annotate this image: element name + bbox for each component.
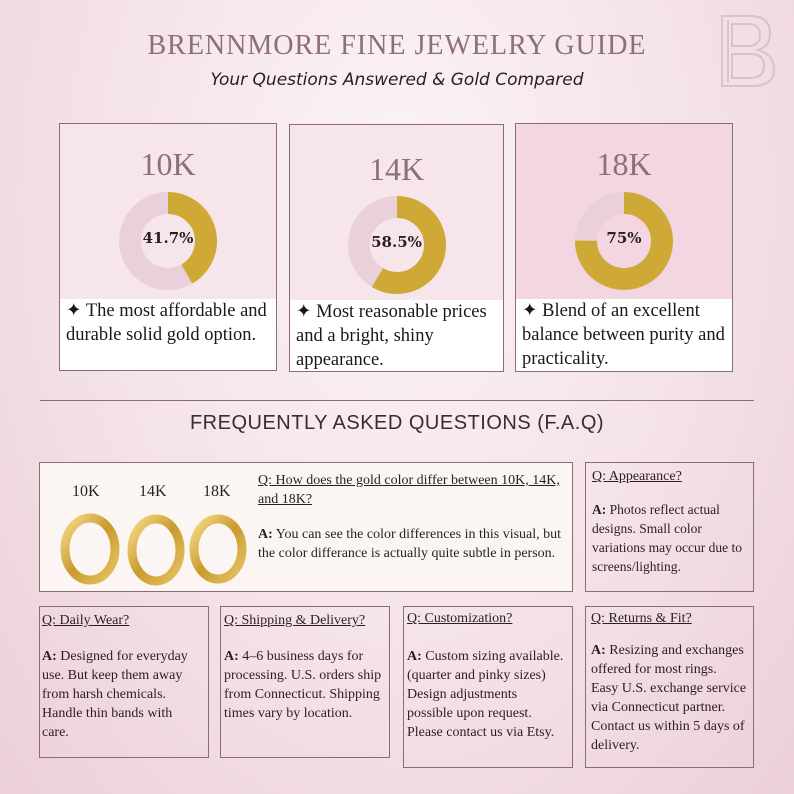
faq-returns (585, 606, 754, 768)
percent-label: 58.5% (371, 233, 422, 251)
card-description (66, 299, 272, 347)
faq-question: Q: Shipping & Delivery? (224, 613, 366, 628)
answer-text: 4–6 business days for processing. U.S. orders ship from Connecticut. Shipping times vary by location. (224, 649, 382, 721)
ring-label-18k: 18K (203, 483, 231, 500)
karat-label: 10K (140, 146, 196, 182)
sparkle-icon: ✦ (522, 301, 538, 321)
page-subtitle: Your Questions Answered & Gold Compared (210, 70, 584, 90)
answer-text: Resizing and exchanges offered for most rings. Easy U.S. exchange service via Connecticut partner. Contact us within 5 days of delivery. (591, 643, 747, 753)
ring-label-14k: 14K (139, 483, 167, 500)
description-text: The most affordable and durable solid gold option. (66, 301, 267, 345)
ring-label-10k: 10K (72, 483, 100, 500)
faq-color-comparison (39, 462, 573, 592)
faq-question: Q: Customization? (407, 611, 513, 626)
percent-label: 75% (606, 229, 642, 247)
gold-purity-donut (347, 195, 447, 295)
gold-rings-image (50, 509, 250, 589)
faq-customization (403, 606, 573, 768)
answer-text: Custom sizing available. (quarter and pinky sizes) Design adjustments possible upon request. Please contact us via Etsy. (407, 649, 564, 740)
faq-answer (224, 647, 385, 723)
card-description (296, 300, 499, 372)
faq-heading: FREQUENTLY ASKED QUESTIONS (F.A.Q) (189, 412, 605, 434)
color-qa (258, 471, 566, 563)
faq-daily-wear (39, 606, 209, 758)
answer-prefix: A: (258, 527, 273, 542)
faq-question: Q: Daily Wear? (42, 613, 130, 628)
answer-text: You can see the color differences in this visual, but the color differance is actually quite subtle in person. (258, 527, 562, 561)
answer-prefix: A: (591, 643, 606, 658)
answer-text: Designed for everyday use. But keep them away from harsh chemicals. Handle thin bands with care. (42, 649, 188, 740)
percent-label: 41.7% (142, 229, 194, 247)
karat-card-10k (59, 123, 277, 371)
card-description (522, 299, 728, 371)
section-divider (40, 400, 754, 401)
gold-purity-donut (118, 191, 218, 291)
faq-answer (407, 647, 566, 742)
ring-10k (65, 518, 115, 580)
card-description-area (516, 299, 732, 371)
answer-prefix: A: (42, 649, 57, 664)
gold-purity-donut (574, 191, 674, 291)
faq-answer (258, 525, 566, 563)
answer-prefix: A: (407, 649, 422, 664)
answer-prefix: A: (592, 502, 607, 517)
page-title: BRENNMORE FINE JEWELRY GUIDE (147, 30, 647, 61)
karat-card-18k (515, 123, 733, 372)
card-description-area (60, 299, 276, 370)
description-text: Most reasonable prices and a bright, shiny appearance. (296, 302, 487, 370)
card-description-area (290, 300, 503, 371)
karat-label: 18K (596, 146, 652, 182)
sparkle-icon: ✦ (66, 301, 82, 321)
faq-question: Q: How does the gold color differ between 10K, 14K, and 18K? (258, 473, 560, 507)
ring-18k (194, 519, 242, 579)
karat-label: 14K (368, 151, 425, 187)
ring-14k (132, 519, 180, 581)
faq-shipping (220, 606, 390, 758)
faq-answer (42, 647, 202, 742)
ring-comparison (50, 481, 250, 591)
faq-question: Q: Returns & Fit? (591, 611, 692, 626)
faq-question: Q: Appearance? (592, 469, 682, 484)
faq-answer (592, 500, 745, 576)
karat-card-14k (289, 124, 504, 372)
answer-prefix: A: (224, 649, 239, 664)
sparkle-icon: ✦ (296, 302, 312, 322)
faq-appearance (585, 462, 754, 592)
answer-text: Photos reflect actual designs. Small color variations may occur due to screens/lighting. (592, 502, 742, 574)
faq-answer (591, 641, 747, 755)
description-text: Blend of an excellent balance between purity and practicality. (522, 301, 725, 369)
